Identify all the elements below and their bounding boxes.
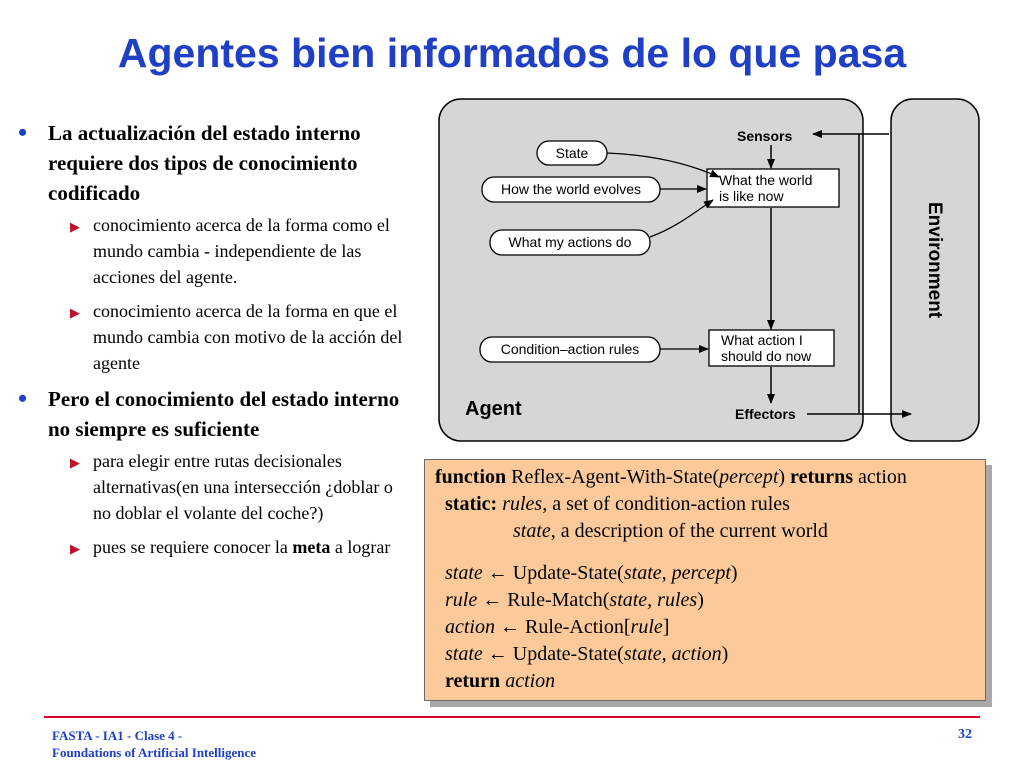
code-line-7 (445, 641, 728, 669)
rules-label: Condition–action rules (500, 341, 640, 357)
code-fn: Update-State( (512, 643, 624, 665)
code-arg: state (623, 643, 662, 665)
code-line-6 (445, 614, 669, 642)
code-arg: state, rules (609, 589, 698, 611)
code-sep: , (661, 562, 672, 584)
code-rules-desc: , a set of condition-action rules (542, 493, 790, 515)
agent-diagram (437, 97, 981, 445)
footer-line-1: FASTA - IA1 - Clase 4 - (52, 728, 183, 743)
code-bracket: ] (662, 616, 670, 638)
world-now-line1: What the world (719, 172, 813, 188)
bullet-2 (14, 384, 414, 444)
sub-bullet-2-1-text: para elegir entre rutas decisionales alternativas(en una intersección ¿doblar o no doblar el volante del coche?) (93, 451, 393, 523)
code-arg: action (671, 643, 722, 665)
code-fn: Rule-Action[ (525, 616, 631, 638)
code-line-1 (435, 464, 907, 492)
code-line-2 (445, 491, 790, 519)
code-fn-name: Reflex-Agent-With-State( (506, 466, 720, 488)
code-paren: ) (721, 643, 729, 665)
bullet-2-text: Pero el conocimiento del estado interno no siempre es suficiente (48, 387, 400, 441)
code-arg: state (623, 562, 662, 584)
code-line-8 (445, 668, 555, 696)
code-line-3 (513, 518, 828, 546)
code-arg: rule (630, 616, 663, 638)
sub-bullet-1-2 (14, 298, 414, 376)
bullet-1-text: La actualización del estado interno requiere dos tipos de conocimiento codificado (48, 121, 361, 205)
triangle-bullet-icon: ▶ (70, 305, 80, 320)
code-var: rule (445, 589, 478, 611)
assign-arrow-icon: ← (482, 643, 513, 665)
sub-bullet-1-1 (14, 212, 414, 290)
code-arg: percept (671, 562, 731, 584)
sensors-label: Sensors (737, 128, 793, 144)
code-var: action (500, 670, 556, 692)
triangle-bullet-icon: ▶ (70, 455, 80, 470)
code-state-desc: , a description of the current world (550, 520, 828, 542)
bullet-list (14, 118, 414, 568)
assign-arrow-icon: ← (482, 562, 513, 584)
code-var: action (445, 616, 495, 638)
code-paren: ) (730, 562, 738, 584)
code-var: state (445, 643, 483, 665)
code-paren: ) (778, 466, 791, 488)
assign-arrow-icon: ← (495, 616, 525, 638)
code-sep: , (661, 643, 672, 665)
action-now-line1: What action I (721, 332, 803, 348)
code-paren: ) (697, 589, 704, 611)
bullet-dot-icon: • (18, 118, 28, 147)
sub-bullet-1-1-text: conocimiento acerca de la forma como el mundo cambia - independiente de las acciones del agente. (93, 215, 390, 287)
code-fn: Rule-Match( (507, 589, 610, 611)
world-now-line2: is like now (719, 188, 784, 204)
code-var-rules: rules (497, 493, 543, 515)
code-return-type: action (853, 466, 907, 488)
sub-bullet-1-2-text: conocimiento acerca de la forma en que el mundo cambia con motivo de la acción del agente (93, 301, 403, 373)
agent-box (439, 99, 863, 441)
code-kw-function: function (435, 466, 507, 488)
sub-bullet-2-2-post: a lograr (334, 537, 391, 557)
state-label: State (555, 145, 589, 161)
code-line-4 (445, 560, 738, 588)
evolves-label: How the world evolves (500, 181, 642, 197)
pseudocode-box (424, 459, 986, 701)
footer-divider (44, 716, 980, 718)
code-param: percept (719, 466, 779, 488)
footer-line-2: Foundations of Artificial Intelligence (52, 745, 257, 760)
slide-title: Agentes bien informados de lo que pasa (117, 30, 907, 76)
page-number: 32 (958, 727, 972, 742)
code-kw-static: static: (445, 493, 498, 515)
code-line-5 (445, 587, 704, 615)
code-kw-returns: returns (790, 466, 854, 488)
triangle-bullet-icon: ▶ (70, 541, 80, 556)
environment-label: Environment (924, 202, 945, 319)
code-var: state (445, 562, 483, 584)
sub-bullet-2-2-bold: meta (292, 537, 331, 557)
assign-arrow-icon: ← (477, 589, 508, 611)
agent-label: Agent (465, 398, 522, 420)
triangle-bullet-icon: ▶ (70, 219, 80, 234)
action-now-line2: should do now (721, 348, 812, 364)
code-var-state: state (513, 520, 551, 542)
code-fn: Update-State( (512, 562, 624, 584)
effectors-label: Effectors (735, 406, 796, 422)
footer (52, 727, 256, 761)
sub-bullet-2-1 (14, 448, 414, 526)
bullet-dot-icon: • (18, 384, 28, 413)
bullet-1 (14, 118, 414, 208)
sub-bullet-2-2-pre: pues se requiere conocer la (93, 537, 288, 557)
sub-bullet-2-2 (14, 534, 414, 560)
actions-label: What my actions do (508, 234, 632, 250)
code-kw-return: return (445, 670, 501, 692)
